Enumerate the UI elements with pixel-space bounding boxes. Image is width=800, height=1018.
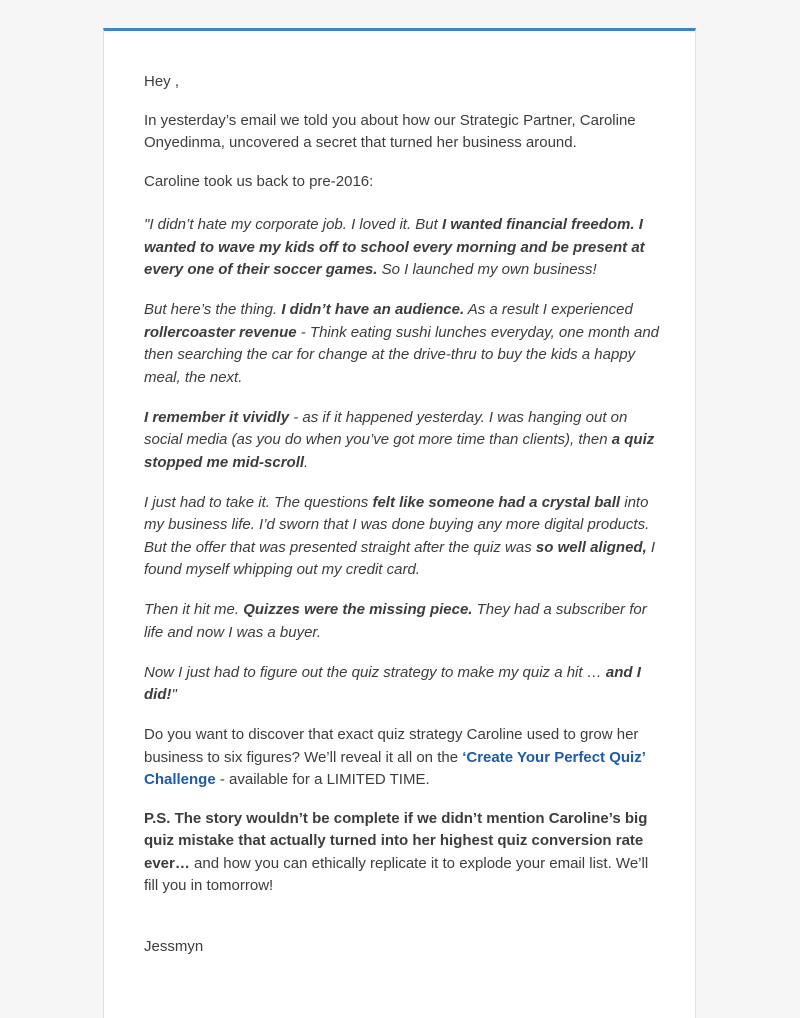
quote-text: But here’s the thing. xyxy=(144,301,282,318)
quote-text: They had a subscriber for life and now I was a buyer. xyxy=(144,601,647,641)
cta-text: - available for a LIMITED TIME. xyxy=(215,771,430,788)
quote-emphasis: rollercoaster revenue xyxy=(144,323,297,341)
challenge-link[interactable]: ‘Create Your Perfect Quiz’ Challenge xyxy=(144,748,646,788)
quote-text: - Think eating sushi lunches everyday, one month and then searching the car for change at the drive-thru to buy the kids a happy meal, the next. xyxy=(144,323,660,386)
quote-text: I found myself whipping out my credit card. xyxy=(144,538,656,578)
quote-emphasis: I didn’t have an audience. xyxy=(281,301,465,318)
quote-emphasis: I wanted financial freedom. I wanted to wave my kids off to school every morning and be present at every one of their soccer games. xyxy=(144,216,645,278)
lead-in-paragraph: Caroline took us back to pre-2016: xyxy=(144,172,374,190)
quote-emphasis: I remember it vividly xyxy=(144,408,290,426)
email-body xyxy=(144,71,660,974)
quote-text: - as if it happened yesterday. I was hanging out on social media (as you do when you’ve got more time than clients), then xyxy=(144,408,628,448)
intro-paragraph: In yesterday’s email we told you about how our Strategic Partner, Caroline Onyedinma, uncovered a secret that turned her business around. xyxy=(144,111,636,151)
quote-emphasis: and I did! xyxy=(144,663,641,703)
quote-paragraph-2 xyxy=(144,299,660,389)
quote-text: So I launched my own business! xyxy=(377,261,597,278)
ps-emphasis: P.S. The story wouldn’t be complete if we didn’t mention Caroline’s big quiz mistake that actually turned into her highest quiz conversion rate ever… xyxy=(144,809,648,872)
cta-paragraph xyxy=(144,724,660,792)
quote-paragraph-3 xyxy=(144,407,660,475)
quote-text: As a result I experienced xyxy=(464,301,633,318)
quote-emphasis: felt like someone had a crystal ball xyxy=(372,493,621,511)
quote-paragraph-4 xyxy=(144,492,660,582)
quote-paragraph-1 xyxy=(144,214,660,282)
cta-text: Do you want to discover that exact quiz strategy Caroline used to grow her business to six figures? We’ll reveal it all on the xyxy=(144,726,639,766)
quote-text: I just had to take it. The questions xyxy=(144,493,373,511)
ps-text: and how you can ethically replicate it to explode your email list. We’ll fill you in tomorrow! xyxy=(144,854,649,894)
testimonial-quote xyxy=(144,214,660,707)
quote-text: "I didn’t hate my corporate job. I loved it. But xyxy=(144,216,442,233)
ps-paragraph xyxy=(144,808,660,898)
email-card xyxy=(103,28,696,1018)
quote-text: Now I just had to figure out the quiz strategy to make my quiz a hit … xyxy=(144,663,606,681)
quote-text: . xyxy=(304,453,309,471)
signature: Jessmyn xyxy=(144,937,204,955)
quote-text: " xyxy=(171,686,177,703)
greeting: Hey , xyxy=(144,73,180,90)
quote-paragraph-5 xyxy=(144,599,660,644)
quote-emphasis: so well aligned, xyxy=(535,538,647,556)
quote-emphasis: Quizzes were the missing piece. xyxy=(243,601,473,618)
quote-emphasis: a quiz stopped me mid-scroll xyxy=(144,431,655,471)
quote-text: Then it hit me. xyxy=(144,601,244,618)
quote-text: into my business life. I’d sworn that I was done buying any more digital products. But the offer that was presented straight after the quiz was xyxy=(144,493,650,556)
quote-paragraph-6 xyxy=(144,662,660,707)
